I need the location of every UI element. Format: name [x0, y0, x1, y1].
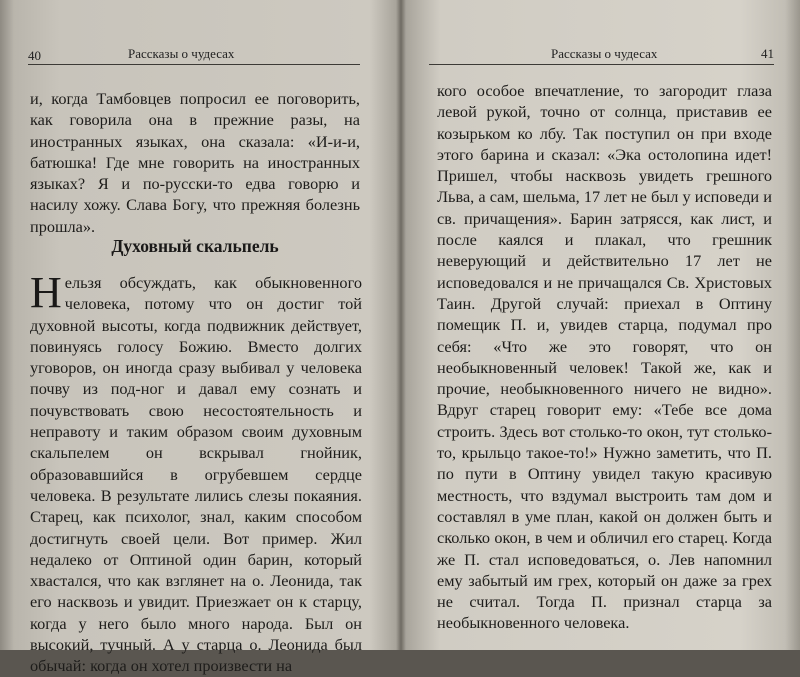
- paragraph-text: и, когда Тамбовцев попросил ее поговорить, как говорила она в прежние разы, на иностранных языках, она сказала: «И-и-и, батюшка! Где мне говорить на иностранных языках? Я и по-русски-то едва говорю и насилу хожу. Слава Богу, что прежняя болезнь прошла».: [30, 89, 360, 236]
- body-paragraph-text: ельзя обсуждать, как обыкновенного человека, потому что он достиг той духовной высоты, когда подвижник действует, повинуясь голосу Божию. Вместо долгих уговоров, он иногда сразу выбивал у человека почву из под-ног и давал ему сознать и почувствовать свою несостоятельность и неправоту и таким образом своим духовным скальпелем он вскрывал гнойник, образовавшийся в огрубевшем сердце человека. В результате лились слезы покаяния. Старец, как психолог, знал, каким способом достигнуть своей цели. Вот пример. Жил недалеко от Оптиной один барин, который хвастался, что как взглянет на о. Леонида, так его насквозь и увидит. Приезжает он к старцу, когда у него было много народа. Был он высокий, тучный. А у старца о. Леонида был обычай: когда он хотел произвести на: [30, 273, 362, 676]
- right-page: [401, 0, 800, 650]
- left-body-paragraph: [30, 268, 362, 677]
- running-title: Рассказы о чудесах: [551, 46, 658, 61]
- left-top-paragraph: [30, 88, 360, 237]
- section-heading: Духовный скальпель: [111, 236, 279, 256]
- right-page-header: [429, 42, 774, 65]
- running-title: Рассказы о чудесах: [128, 46, 235, 61]
- left-page: [0, 0, 400, 676]
- paragraph-text: кого особое впечатление, то загородит глаза левой рукой, точно от солнца, приставив ее козырьком ко лбу. Так поступил он при входе этого барина и сказал: «Эка остолопина идет! Пришел, чтобы насквозь увидеть грешного Льва, а сам, шельма, 17 лет не был у исповеди и св. причащения». Барин затрясся, как лист, и после каялся и плакал, что грешник неверующий и действительно 17 лет не исповедовался и не причащался Св. Христовых Таин. Другой случай: приехал в Оптину помещик П. и, увидев старца, подумал про себя: «Что же это говорят, что он необыкновенный человек! Такой же, как и прочие, необыкновенного ничего не видно». Вдруг старец говорит ему: «Тебе все дома строить. Здесь вот столько-то окон, тут столько-то, крыльцо такое-то!» Нужно заметить, что П. по пути в Оптину увидел такую красивую местность, что вздумал выстроить там дом и составлял в уме план, какой он должен быть и сколько окон, в чем и обличил его старец. Когда же П. стал исповедоваться, о. Лев напомнил ему забытый им грех, который он даже за грех не считал. Тогда П. признал старца за необыкновенного человека.: [437, 81, 772, 633]
- drop-cap: Н: [30, 268, 62, 317]
- page-number: 40: [28, 48, 41, 63]
- left-page-header: [28, 42, 360, 65]
- page-number: 41: [761, 46, 774, 61]
- body-paragraph: [30, 268, 362, 677]
- right-paragraph: [437, 80, 772, 634]
